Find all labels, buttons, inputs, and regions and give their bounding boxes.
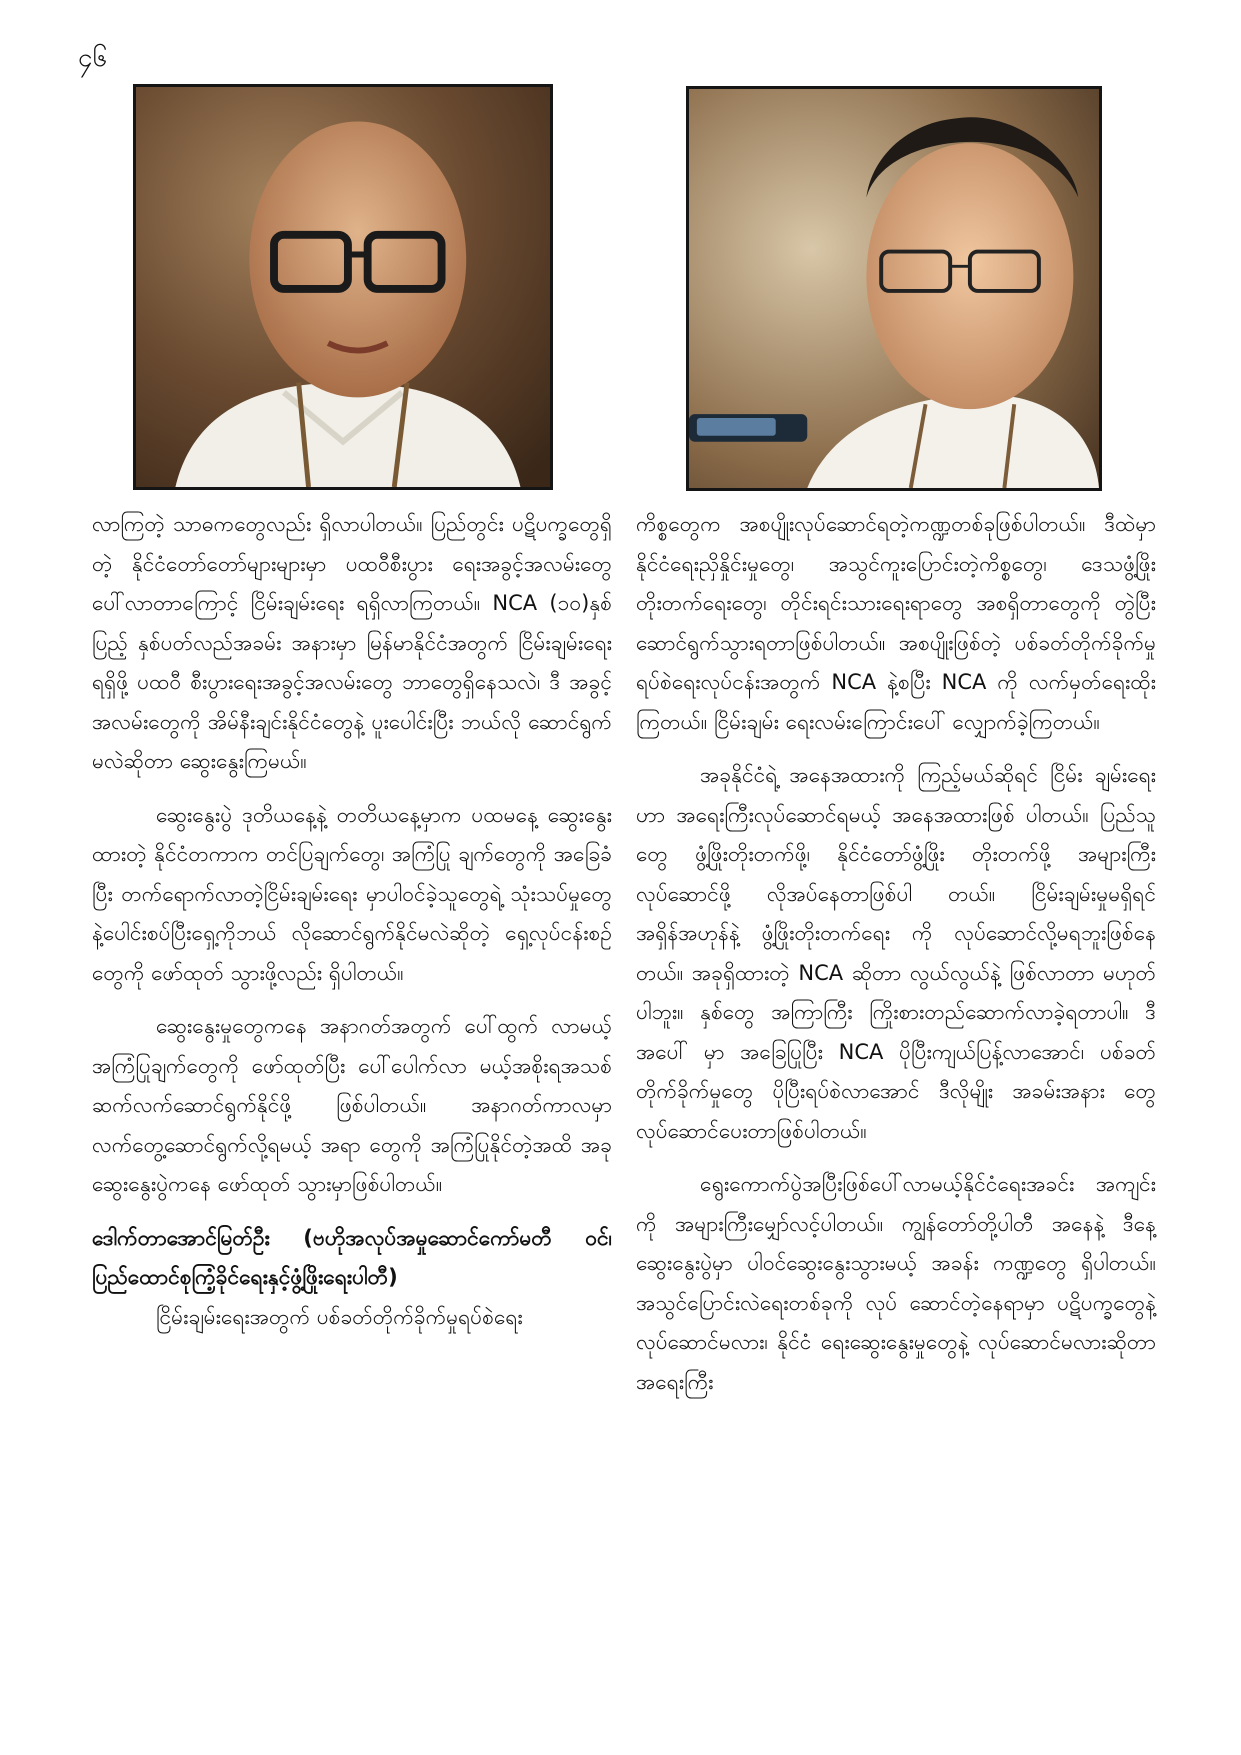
page-number: ၄၆	[78, 43, 108, 73]
left-column	[92, 505, 612, 1351]
right-paragraph-2: အခုနိုင်ငံရဲ့ အနေအထားကို ကြည့်မယ်ဆိုရင် ငြိမ်း ချမ်းရေးဟာ အရေးကြီးလုပ်ဆောင်ရမယ့် အနေအထားဖြစ် ပါတယ်။ ပြည်သူတွေ ဖွံ့ဖြိုးတိုးတက်ဖို့၊ နိုင်ငံတော်ဖွံ့ဖြိုး တိုးတက်ဖို့ အများကြီးလုပ်ဆောင်ဖို့ လိုအပ်နေတာဖြစ်ပါ တယ်။ ငြိမ်းချမ်းမှုမရှိရင် အရှိန်အဟုန်နဲ့ ဖွံ့ဖြိုးတိုးတက်ရေး ကို လုပ်ဆောင်လို့မရဘူးဖြစ်နေတယ်။ အခုရှိထားတဲ့ NCA ဆိုတာ လွယ်လွယ်နဲ့ ဖြစ်လာတာ မဟုတ်ပါဘူး။ နှစ်တွေ အကြာကြီး ကြိုးစားတည်ဆောက်လာခဲ့ရတာပါ။ ဒီအပေါ် မှာ အခြေပြုပြီး NCA ပိုပြီးကျယ်ပြန့်လာအောင်၊ ပစ်ခတ် တိုက်ခိုက်မှုတွေ ပိုပြီးရပ်စဲလာအောင် ဒီလိုမျိုး အခမ်းအနား တွေ လုပ်ဆောင်ပေးတာဖြစ်ပါတယ်။	[636, 763, 1156, 1143]
speaker-heading: ဒေါက်တာအောင်မြတ်ဦး (ဗဟိုအလုပ်အမှုဆောင်ကော်မတီ ဝင်၊ ပြည်ထောင်စုကြံ့ခိုင်ရေးနှင့်ဖွံ့ဖြိုးရေးပါတီ)	[92, 1225, 612, 1289]
portrait-image-left	[136, 87, 550, 487]
left-paragraph-3: ဆွေးနွေးမှုတွေကနေ အနာဂတ်အတွက် ပေါ်ထွက် လာမယ့် အကြံပြုချက်တွေကို ဖော်ထုတ်ပြီး ပေါ်ပေါက်လာ မယ့်အစိုးရအသစ်ဆက်လက်ဆောင်ရွက်နိုင်ဖို့ ဖြစ်ပါတယ်။ အနာဂတ်ကာလမှာ လက်တွေ့ဆောင်ရွက်လို့ရမယ့် အရာ တွေကို အကြံပြုနိုင်တဲ့အထိ အခုဆွေးနွေးပွဲကနေ ဖော်ထုတ် သွားမှာဖြစ်ပါတယ်။	[92, 1014, 612, 1196]
portrait-photo-left	[133, 84, 553, 490]
left-paragraph-1: လာကြတဲ့ သာဓကတွေလည်း ရှိလာပါတယ်။ ပြည်တွင်း ပဋိပက္ခတွေရှိတဲ့ နိုင်ငံတော်တော်များများမှာ ပထဝီစီးပွား ရေးအခွင့်အလမ်းတွေ ပေါ်လာတာကြောင့် ငြိမ်းချမ်းရေး ရရှိလာကြတယ်။ NCA (၁၀)နှစ်ပြည့် နှစ်ပတ်လည်အခမ်း အနားမှာ မြန်မာနိုင်ငံအတွက် ငြိမ်းချမ်းရေးရရှိဖို့ ပထဝီ စီးပွားရေးအခွင့်အလမ်းတွေ ဘာတွေရှိနေသလဲ၊ ဒီ အခွင့် အလမ်းတွေကို အိမ်နီးချင်းနိုင်ငံတွေနဲ့ ပူးပေါင်းပြီး ဘယ်လို ဆောင်ရွက်မလဲဆိုတာ ဆွေးနွေးကြမယ်။	[92, 512, 612, 773]
left-paragraph-4: ငြိမ်းချမ်းရေးအတွက် ပစ်ခတ်တိုက်ခိုက်မှုရပ်စဲရေး	[156, 1304, 523, 1329]
portrait-image-right	[689, 89, 1099, 488]
left-paragraph-2: ဆွေးနွေးပွဲ ဒုတိယနေ့နဲ့ တတိယနေ့မှာက ပထမနေ့ ဆွေးနွေးထားတဲ့ နိုင်ငံတကာက တင်ပြချက်တွေ၊ အကြံပြု ချက်တွေကို အခြေခံပြီး တက်ရောက်လာတဲ့ငြိမ်းချမ်းရေး မှာပါဝင်ခဲ့သူတွေရဲ့ သုံးသပ်မှုတွေနဲ့ပေါင်းစပ်ပြီးရှေ့ကိုဘယ် လိုဆောင်ရွက်နိုင်မလဲဆိုတဲ့ ရှေ့လုပ်ငန်းစဉ်တွေကို ဖော်ထုတ် သွားဖို့လည်း ရှိပါတယ်။	[92, 802, 612, 985]
portrait-photo-right	[686, 86, 1102, 491]
right-paragraph-1: ကိစ္စတွေက အစပျိုးလုပ်ဆောင်ရတဲ့ကဏ္ဍတစ်ခုဖြစ်ပါတယ်။ ဒီထဲမှာ နိုင်ငံရေးညှိနှိုင်းမှုတွေ၊ အသွင်ကူးပြောင်းတဲ့ကိစ္စတွေ၊ ဒေသဖွံ့ဖြိုးတိုးတက်ရေးတွေ၊ တိုင်းရင်းသားရေးရာတွေ အစရှိတာတွေကို တွဲပြီးဆောင်ရွက်သွားရတာဖြစ်ပါတယ်။ အစပျိုးဖြစ်တဲ့ ပစ်ခတ်တိုက်ခိုက်မှုရပ်စဲရေးလုပ်ငန်းအတွက် NCA နဲ့စပြီး NCA ကို လက်မှတ်ရေးထိုးကြတယ်။ ငြိမ်းချမ်း ရေးလမ်းကြောင်းပေါ် လျှောက်ခဲ့ကြတယ်။	[636, 512, 1156, 734]
right-paragraph-3: ရွေးကောက်ပွဲအပြီးဖြစ်ပေါ်လာမယ့်နိုင်ငံရေးအခင်း အကျင်းကို အများကြီးမျှော်လင့်ပါတယ်။ ကျွန်တော်တို့ပါတီ အနေနဲ့ ဒီနေ့ဆွေးနွေးပွဲမှာ ပါဝင်ဆွေးနွေးသွားမယ့် အခန်း ကဏ္ဍတွေ ရှိပါတယ်။ အသွင်ပြောင်းလဲရေးတစ်ခုကို လုပ် ဆောင်တဲ့နေရာမှာ ပဋိပက္ခတွေနဲ့ လုပ်ဆောင်မလား၊ နိုင်ငံ ရေးဆွေးနွေးမှုတွေနဲ့ လုပ်ဆောင်မလားဆိုတာ အရေးကြီး	[636, 1172, 1156, 1394]
right-column	[636, 505, 1156, 1416]
